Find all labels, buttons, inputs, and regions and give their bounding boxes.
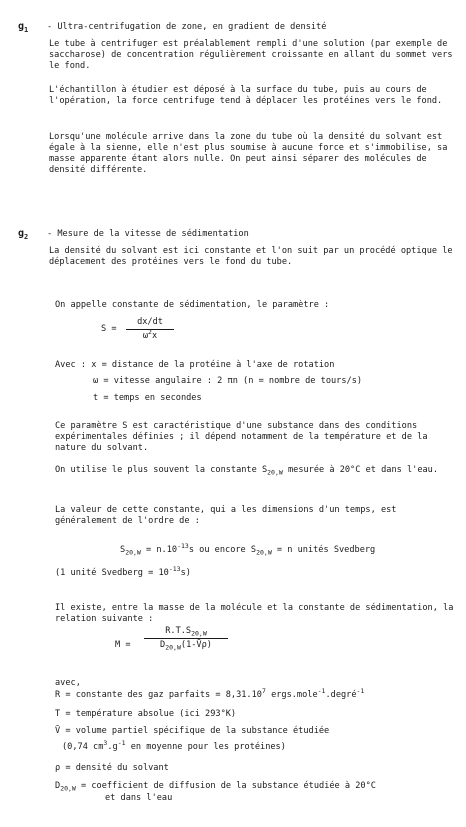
section-label-g1: $g_1$ [18,21,29,34]
svedberg-definition: (1 unité Svedberg = $10^{-13}s$) [55,565,191,578]
definition-volume-value: (0,74 $cm^3.g^{-1}$ en moyenne pour les protéines) [62,739,286,752]
definition-rho: ρ = densité du solvant [55,763,169,773]
paragraph-characteristic: Ce paramètre S est caractéristique d'une substance dans des conditions expérimentales définies ; il dépend notamment de la température et de la nature du solvant. [55,421,428,453]
formula-s-fraction [126,317,174,342]
paragraph-intro: La densité du solvant est ici constante et l'on suit par un procédé optique le déplacement des protéines vers le fond du tube. [49,246,453,267]
order-formula: $S_{20,W} = n.10^{-13}s$ ou encore $S_{20,W} = n$ unités Svedberg [120,542,376,557]
formula-m-fraction [144,626,228,651]
formula-s-denominator: $\omega^2x$ [142,328,158,341]
definition-x: Avec : x = distance de la protéine à l'axe de rotation [55,360,335,370]
section-title-g1: - Ultra-centrifugation de zone, en gradient de densité [47,22,327,32]
formula-m-lhs: M = [115,640,131,650]
definition-r: R = constante des gaz parfaits = $8,31.10^7$ ergs.mole$^{-1}$.degré$^{-1}$ [55,687,365,700]
avec-label: avec, [55,678,81,688]
paragraph-relation: Il existe, entre la masse de la molécule et la constante de sédimentation, la relation suivante : [55,603,454,624]
definition-volume: V̄ = volume partiel spécifique de la substance étudiée [55,726,330,736]
definition-t: t = temps en secondes [93,393,202,403]
paragraph-echantillon: L'échantillon à étudier est déposé à la surface du tube, puis au cours de l'opération, la force centrifuge tend à déplacer les protéines vers le fond. [49,85,443,106]
section-label-g2: $g_2$ [18,228,29,241]
section-title-g2: - Mesure de la vitesse de sédimentation [47,229,249,239]
formula-m-denominator: $D_{20,W}(1-V̄\rho)$ [160,640,212,652]
paragraph-use: On utilise le plus souvent la constante $S_{20,W}$ mesurée à 20°C et dans l'eau. [55,465,439,477]
formula-m-numerator: $R.T.S_{20,W}$ [165,626,207,638]
paragraph-value: La valeur de cette constante, qui a les dimensions d'un temps, est généralement de l'ordre de : [55,505,397,526]
definition-temperature: T = température absolue (ici 293°K) [55,709,237,719]
definition-omega: ω = vitesse angulaire : 2 πn (n = nombre de tours/s) [93,376,363,386]
formula-s-numerator: dx/dt [137,317,163,327]
paragraph-molecule: Lorsqu'une molécule arrive dans la zone du tube où la densité du solvant est égale à la sienne, elle n'est plus soumise à aucune force et s'immobilise, sa masse apparente étant alors nulle. On peut ainsi séparer des molécules de densité différente. [49,132,448,175]
definition-diffusion: $D_{20,W}$ = coefficient de diffusion de la substance étudiée à 20°C [55,781,376,793]
formula-s-lhs: S = [101,324,117,334]
paragraph-tube: Le tube à centrifuger est préalablement rempli d'une solution (par exemple de saccharose) de concentration régulièrement croissante en allant du sommet vers le fond. [49,39,453,71]
paragraph-constant-intro: On appelle constante de sédimentation, le paramètre : [55,300,330,310]
definition-diffusion-cont: et dans l'eau [105,793,173,803]
